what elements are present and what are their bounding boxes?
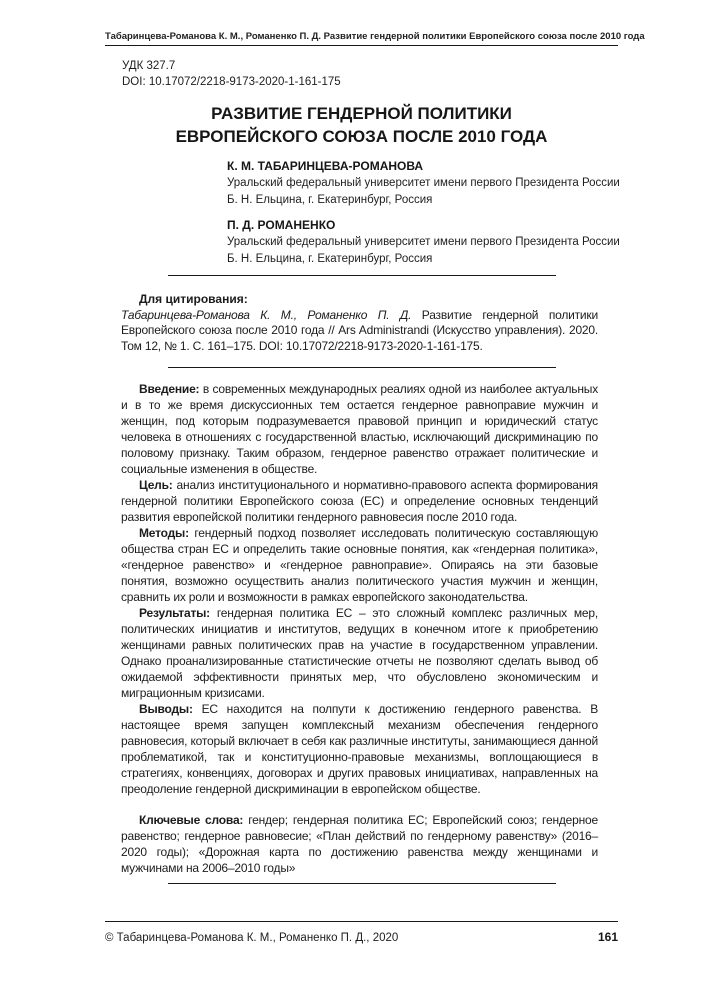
citation-divider-top: [168, 275, 556, 276]
article-title-line-1: РАЗВИТИЕ ГЕНДЕРНОЙ ПОЛИТИКИ: [211, 104, 512, 123]
article-meta: [122, 59, 618, 90]
citation-authors: Табаринцева-Романова К. М., Романенко П. Д.: [121, 307, 412, 322]
citation-divider-bottom: [168, 367, 556, 368]
author-block-2: [227, 217, 618, 267]
citation-body: Развитие гендерной политики Европейского союза после 2010 года // Ars Administrandi (Искусство управления). 2020. Том 12, № 1. С. 161–175. DOI: 10.17072/2218-9173-2020-1-161-175.: [121, 307, 598, 353]
footer-copyright: © Табаринцева-Романова К. М., Романенко П. Д., 2020: [105, 932, 399, 944]
page-footer: [105, 921, 618, 944]
article-title: [105, 102, 618, 148]
paragraph-label: Методы:: [139, 526, 189, 540]
doi-label: DOI: 10.17072/2218-9173-2020-1-161-175: [122, 75, 341, 88]
author-affiliation-line-1: Уральский федеральный университет имени первого Президента России: [227, 177, 620, 189]
paragraph-text: ЕС находится на полпути к достижению гендерного равенства. В настоящее время запущен комплексный механизм обеспечения гендерного равновесия, который включает в себя как различные институты, занимающиеся данной проблематикой, так и конституционно-правовые механизмы, воплощающиеся в стратегиях, конвенциях, договорах и других правовых инициативах, направленных на преодоление гендерной дискриминации в европейском обществе.: [121, 702, 598, 796]
paragraph-label: Результаты:: [139, 606, 210, 620]
abstract-paragraph-conclusions: [121, 701, 598, 797]
abstract-paragraph-introduction: [121, 381, 598, 477]
author-affiliation-line-2: Б. Н. Ельцина, г. Екатеринбург, Россия: [227, 193, 433, 206]
keywords-label: Ключевые слова:: [139, 813, 244, 827]
paragraph-text: гендерная политика ЕС – это сложный комплекс различных мер, политических инициатив и институтов, ведущих в конечном итоге к приобретению женщинами равных политических прав на участие в государственном управлении. Однако проанализированные статистические отчеты не позволяют сделать вывод об ожидаемой эффективности принятых мер, что обусловлено экономическим и миграционным кризисами.: [121, 606, 598, 700]
running-head: Табаринцева-Романова К. М., Романенко П. Д. Развитие гендерной политики Европейского союза после 2010 года: [105, 0, 618, 46]
paragraph-label: Цель:: [139, 478, 173, 492]
page-number: 161: [597, 930, 618, 944]
abstract-section: [121, 381, 598, 876]
keywords-text: гендер; гендерная политика ЕС; Европейский союз; гендерное равенство; гендерное равновесие; «План действий по гендерному равенству» (2016–2020 годы); «Дорожная карта по достижению равенства между женщинами и мужчинами на 2006–2010 годы»: [121, 813, 598, 875]
citation-text: [121, 308, 598, 355]
paragraph-text: анализ институционального и нормативно-правового аспекта формирования гендерной политики Европейского союза (ЕС) и определение основных тенденций развития европейской политики гендерного равновесия после 2010 года.: [121, 478, 598, 524]
udk-label: УДК 327.7: [122, 60, 176, 72]
abstract-paragraph-results: [121, 605, 598, 701]
paragraph-text: в современных международных реалиях одной из наиболее актуальных и в то же время дискуссионных тем остается гендерное равноправие мужчин и женщин, под которым подразумевается правовой принцип и юридический статус человека в отношениях с государственной властью, исключающий дискриминацию по половому признаку. Таким образом, гендерное равенство отражает политические и социальные изменения в обществе.: [121, 382, 598, 476]
author-block-1: [227, 158, 618, 208]
page-content: [105, 0, 645, 884]
paragraph-label: Введение:: [139, 382, 200, 396]
author-name: П. Д. РОМАНЕНКО: [227, 218, 336, 232]
author-name: К. М. ТАБАРИНЦЕВА-РОМАНОВА: [227, 159, 424, 173]
keywords-paragraph: [121, 812, 598, 876]
paragraph-label: Выводы:: [139, 702, 193, 716]
author-affiliation-line-1: Уральский федеральный университет имени первого Президента России: [227, 236, 620, 248]
article-title-line-2: ЕВРОПЕЙСКОГО СОЮЗА ПОСЛЕ 2010 ГОДА: [175, 127, 548, 146]
abstract-paragraph-goal: [121, 477, 598, 525]
paragraph-text: гендерный подход позволяет исследовать политическую составляющую общества стран ЕС и определить такие основные понятия, как «гендерная политика», «гендерное равенство» и «гендерное равноправие». Опираясь на эти базовые понятия, возможно осуществить анализ политического участия мужчин и женщин, сравнить их роли и возможности в рамках европейского законодательства.: [121, 526, 598, 604]
citation-label: Для цитирования:: [139, 292, 248, 306]
keywords-divider: [168, 883, 556, 884]
author-affiliation-line-2: Б. Н. Ельцина, г. Екатеринбург, Россия: [227, 252, 433, 265]
abstract-paragraph-methods: [121, 525, 598, 605]
